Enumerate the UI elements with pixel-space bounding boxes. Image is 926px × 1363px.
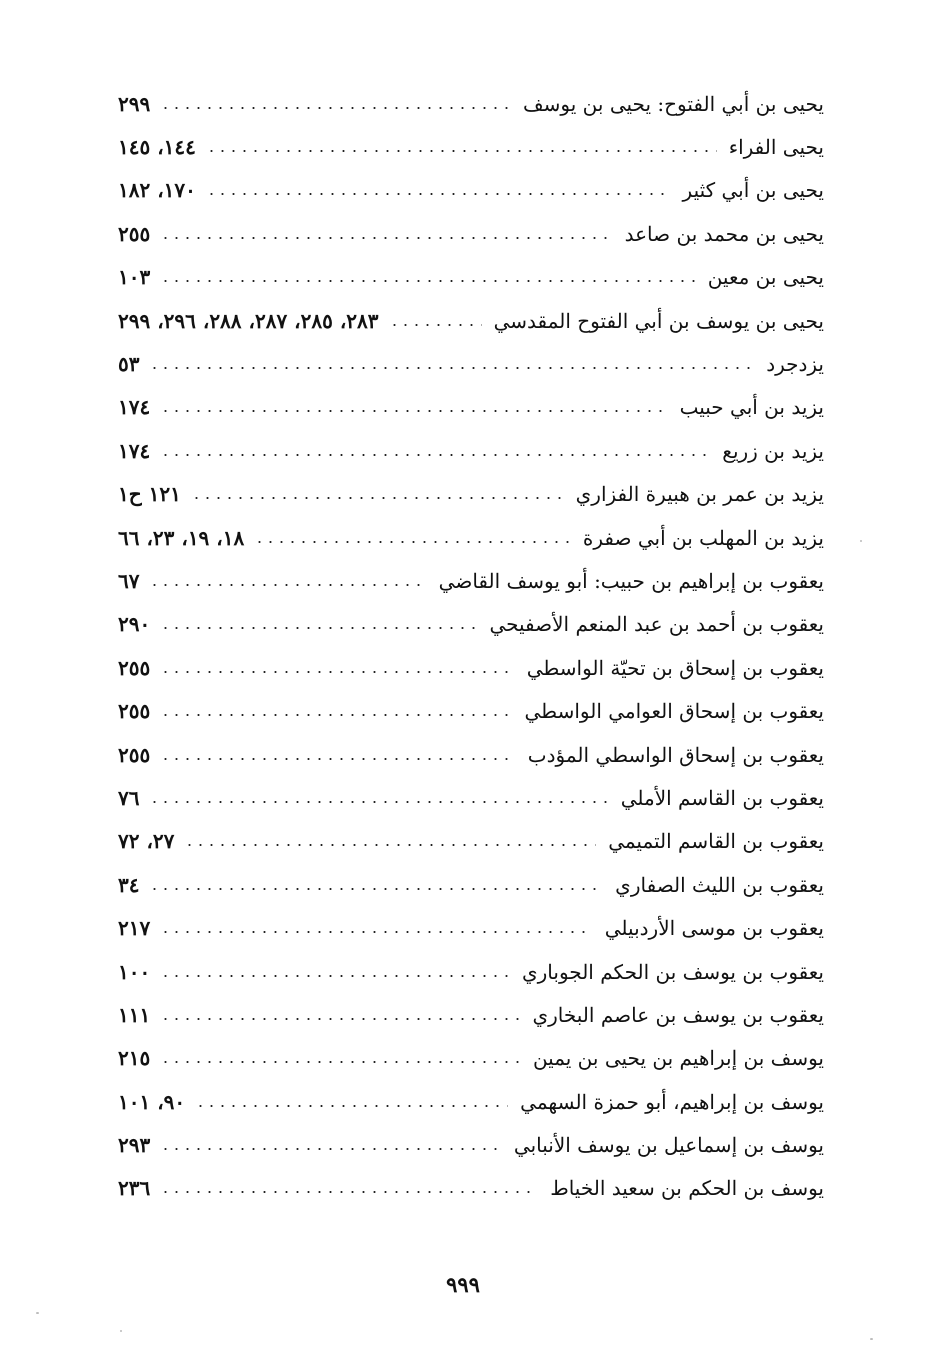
entry-name: يعقوب بن إبراهيم بن حبيب: أبو يوسف القاضي	[438, 568, 824, 593]
dot-leader	[160, 931, 593, 933]
entry-pages: ٢١٥	[118, 1046, 151, 1071]
entry-name: يزيد بن أبي حبيب	[679, 395, 824, 420]
dot-leader	[184, 844, 596, 846]
dot-leader	[160, 1148, 502, 1150]
dot-leader	[191, 497, 564, 499]
entry-name: يحيى بن أبي كثير	[682, 178, 824, 203]
dot-leader	[149, 888, 603, 890]
entry-name: يوسف بن إبراهيم بن يحيى بن يمين	[532, 1046, 824, 1071]
index-entry	[118, 776, 824, 819]
index-entry	[118, 906, 824, 949]
entry-pages: ٢٨٣، ٢٨٥، ٢٨٧، ٢٨٨، ٢٩٦، ٢٩٩	[118, 308, 379, 333]
index-entry	[118, 169, 824, 212]
entry-pages: ٢٧، ٧٢	[118, 829, 175, 854]
index-entry	[118, 689, 824, 732]
entry-pages: ١٧٠، ١٨٢	[118, 178, 196, 203]
entry-pages: ١١١	[118, 1002, 151, 1027]
dot-leader	[160, 280, 695, 282]
entry-pages: ٢٩٠	[118, 612, 151, 637]
entry-pages: ٢٩٣	[118, 1133, 151, 1158]
entry-pages: ١٢١ ح١	[118, 482, 181, 507]
index-entry	[118, 559, 824, 602]
dot-leader	[389, 324, 482, 326]
entry-name: يحيى بن معين	[707, 265, 824, 290]
dot-leader	[195, 1105, 508, 1107]
scan-speck	[120, 1330, 122, 1332]
index-entry	[118, 516, 824, 559]
dot-leader	[160, 1018, 520, 1020]
entry-name: يزيد بن عمر بن هبيرة الفزاري	[575, 482, 824, 507]
index-entry	[118, 603, 824, 646]
dot-leader	[160, 671, 514, 673]
dot-leader	[206, 193, 671, 195]
entry-pages: ١٨، ١٩، ٢٣، ٦٦	[118, 525, 245, 550]
dot-leader	[160, 758, 516, 760]
dot-leader	[149, 801, 608, 803]
entry-name: يزدجرد	[766, 352, 824, 377]
entry-pages: ٢٥٥	[118, 742, 151, 767]
index-entry	[118, 342, 824, 385]
entry-pages: ٢٥٥	[118, 699, 151, 724]
entry-pages: ٢٩٩	[118, 91, 151, 116]
index-entry	[118, 1167, 824, 1210]
dot-leader	[160, 454, 710, 456]
index-entry	[118, 820, 824, 863]
entry-name: يعقوب بن إسحاق العوامي الواسطي	[524, 699, 824, 724]
index-entry	[118, 82, 824, 125]
entry-pages: ١٤٤، ١٤٥	[118, 135, 196, 160]
entry-pages: ٩٠، ١٠١	[118, 1089, 186, 1114]
index-entry	[118, 733, 824, 776]
index-entry	[118, 863, 824, 906]
dot-leader	[160, 975, 510, 977]
entry-name: يزيد بن المهلب بن أبي صفرة	[582, 525, 824, 550]
index-entry	[118, 646, 824, 689]
index-entry	[118, 212, 824, 255]
entry-name: يعقوب بن القاسم الأملي	[620, 785, 824, 810]
index-entry	[118, 950, 824, 993]
index-entry	[118, 473, 824, 516]
dot-leader	[160, 627, 477, 629]
index-entry	[118, 429, 824, 472]
entry-name: يعقوب بن الليث الصفاري	[615, 872, 824, 897]
entry-name: يوسف بن إبراهيم، أبو حمزة السهمي	[520, 1089, 824, 1114]
index-entry	[118, 993, 824, 1036]
page-number: ٩٩٩	[446, 1272, 480, 1297]
entry-pages: ١٠٣	[118, 265, 151, 290]
entry-pages: ٣٤	[118, 872, 140, 897]
entry-name: يعقوب بن أحمد بن عبد المنعم الأصفيحي	[489, 612, 824, 637]
index-entry	[118, 1037, 824, 1080]
scan-speck	[860, 540, 862, 542]
entry-name: يعقوب بن موسى الأردبيلي	[604, 916, 824, 941]
entry-name: يعقوب بن إسحاق الواسطي المؤدب	[527, 742, 824, 767]
dot-leader	[160, 107, 511, 109]
index-entry	[118, 299, 824, 342]
dot-leader	[149, 367, 754, 369]
entry-pages: ٢١٧	[118, 916, 151, 941]
dot-leader	[160, 714, 512, 716]
entry-pages: ٥٣	[118, 352, 140, 377]
index-entry	[118, 1080, 824, 1123]
entry-name: يوسف بن إسماعيل بن يوسف الأنبابي	[513, 1133, 824, 1158]
entry-name: يعقوب بن يوسف بن الحكم الجوباري	[521, 959, 824, 984]
entry-pages: ٢٥٥	[118, 655, 151, 680]
dot-leader	[160, 410, 667, 412]
entry-name: يوسف بن الحكم بن سعيد الخياط	[550, 1176, 824, 1201]
scan-speck	[36, 1312, 39, 1314]
entry-name: يحيى الفراء	[728, 135, 824, 160]
entry-name: يحيى بن يوسف بن أبي الفتوح المقدسي	[493, 308, 824, 333]
entry-pages: ٢٣٦	[118, 1176, 151, 1201]
dot-leader	[254, 541, 571, 543]
index-entry	[118, 125, 824, 168]
index-entry	[118, 256, 824, 299]
entry-name: يزيد بن زريع	[722, 438, 824, 463]
scan-speck	[870, 1338, 873, 1340]
index-entry	[118, 386, 824, 429]
dot-leader	[160, 1061, 521, 1063]
entry-name: يعقوب بن يوسف بن عاصم البخاري	[532, 1002, 824, 1027]
entry-pages: ٧٦	[118, 785, 140, 810]
index-list	[118, 82, 824, 1210]
entry-pages: ١٠٠	[118, 959, 151, 984]
dot-leader	[206, 150, 717, 152]
index-entry	[118, 1123, 824, 1166]
entry-name: يعقوب بن القاسم التميمي	[608, 829, 824, 854]
entry-pages: ١٧٤	[118, 395, 151, 420]
dot-leader	[160, 237, 612, 239]
entry-pages: ٦٧	[118, 568, 140, 593]
entry-name: يعقوب بن إسحاق بن تحيّة الواسطي	[526, 655, 824, 680]
entry-name: يحيى بن محمد بن صاعد	[624, 221, 824, 246]
dot-leader	[160, 1191, 538, 1193]
entry-name: يحيى بن أبي الفتوح: يحيى بن يوسف	[522, 91, 824, 116]
entry-pages: ٢٥٥	[118, 221, 151, 246]
entry-pages: ١٧٤	[118, 438, 151, 463]
dot-leader	[149, 584, 426, 586]
